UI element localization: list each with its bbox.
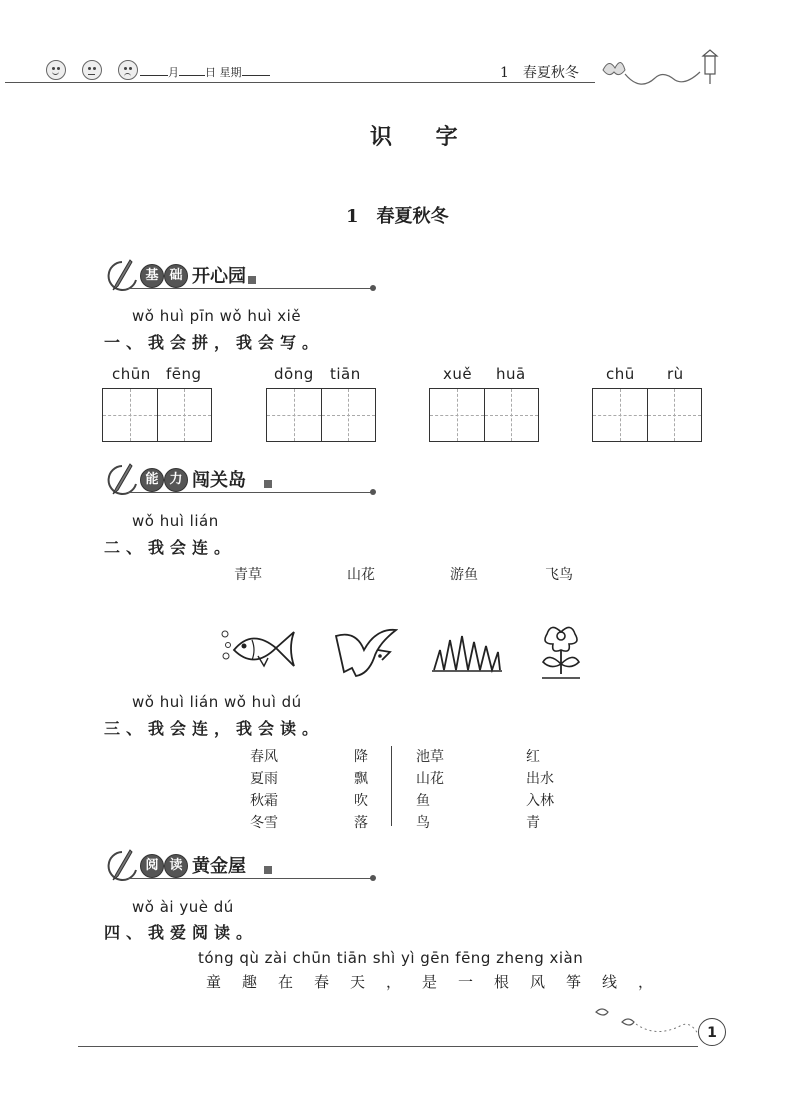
butterfly-vine-icon [595,48,725,88]
q2-pinyin: wǒ huì lián [132,512,219,530]
q1-item3-pinyin2: huā [496,365,526,383]
section-reading-banner [102,848,382,884]
q3-pinyin: wǒ huì lián wǒ huì dú [132,693,302,711]
q3-right-b-1: 红 [526,749,540,765]
header-rule [5,82,595,83]
grass-icon[interactable] [432,634,502,674]
q4-pinyin: wǒ ài yuè dú [132,898,234,916]
q1-item1-pinyin2: fēng [166,365,202,383]
q3-right-a-3: 鱼 [416,793,430,809]
q3-right-b-4: 青 [526,815,540,831]
bird-vine-decoration-icon [592,1004,702,1038]
q4-reading-text: 童趣在春天，是一根风筝线， [206,973,675,991]
q3-text: 三、我会连，我会读。 [104,719,325,738]
section-name: 黄金屋 [192,856,246,877]
q1-item4-pinyin1: chū [606,365,635,383]
section-rule [128,288,374,289]
q3-divider [391,746,392,826]
q1-item2-pinyin2: tiān [330,365,361,383]
q3-right-a-4: 鸟 [416,815,430,831]
q3-right-b-2: 出水 [526,771,554,787]
section-basic-banner [102,258,382,294]
q2-word-4: 飞鸟 [545,567,573,583]
q2-word-1: 青草 [234,567,262,583]
section-name: 闯关岛 [192,470,246,491]
q2-word-3: 游鱼 [450,567,478,583]
q3-right-a-1: 池草 [416,749,444,765]
flower-icon[interactable] [538,624,584,682]
q2-word-2: 山花 [347,567,375,583]
badge-char-2: 础 [164,264,188,288]
section-rule [128,878,374,879]
q3-right-b-3: 入林 [526,793,554,809]
page-number: 1 [698,1018,726,1046]
q1-item1-pinyin1: chūn [112,365,151,383]
writing-box-2[interactable] [266,388,376,442]
writing-box-3[interactable] [429,388,539,442]
bird-icon[interactable] [334,626,398,680]
q3-left-b-1: 降 [354,749,368,765]
smiley-face-icon [46,60,66,80]
section-name: 开心园 [192,266,246,287]
section-ability-banner [102,462,382,498]
q1-item4-pinyin2: rù [667,365,684,383]
q4-text: 四、我爱阅读。 [104,923,259,942]
q3-left-b-2: 飘 [354,771,368,787]
day-label: 日 [205,66,216,79]
q1-item3-pinyin1: xuě [443,365,473,383]
unit-title: 识 字 [370,124,476,150]
badge-char-2: 读 [164,854,188,878]
section-dot [370,489,376,495]
q3-left-a-1: 春风 [250,749,278,765]
weekday-label: 星期 [219,66,242,79]
date-fields [140,64,270,80]
q3-left-a-2: 夏雨 [250,771,278,787]
badge-char-1: 能 [140,468,164,492]
section-dot [370,875,376,881]
q1-item2-pinyin1: dōng [274,365,314,383]
badge-char-1: 基 [140,264,164,288]
neutral-face-icon [82,60,102,80]
writing-box-1[interactable] [102,388,212,442]
q1-pinyin: wǒ huì pīn wǒ huì xiě [132,307,302,325]
q3-left-a-3: 秋霜 [250,793,278,809]
q2-text: 二、我会连。 [104,538,237,557]
month-label: 月 [168,66,179,79]
section-dot [370,285,376,291]
section-square [248,276,256,284]
q3-left-b-4: 落 [354,815,368,831]
q1-text: 一、我会拼，我会写。 [104,333,325,352]
footer-rule [78,1046,698,1047]
q3-left-b-3: 吹 [354,793,368,809]
writing-box-4[interactable] [592,388,702,442]
section-square [264,866,272,874]
badge-char-2: 力 [164,468,188,492]
header-lesson-label: 1 春夏秋冬 [500,65,579,81]
badge-char-1: 阅 [140,854,164,878]
fish-icon[interactable] [218,626,298,674]
sad-face-icon [118,60,138,80]
lesson-title: 1 春夏秋冬 [346,206,449,227]
q3-left-a-4: 冬雪 [250,815,278,831]
q4-reading-pinyin: tóng qù zài chūn tiān shì yì gēn fēng zheng xiàn [198,949,584,967]
section-square [264,480,272,488]
q3-right-a-2: 山花 [416,771,444,787]
section-rule [128,492,374,493]
